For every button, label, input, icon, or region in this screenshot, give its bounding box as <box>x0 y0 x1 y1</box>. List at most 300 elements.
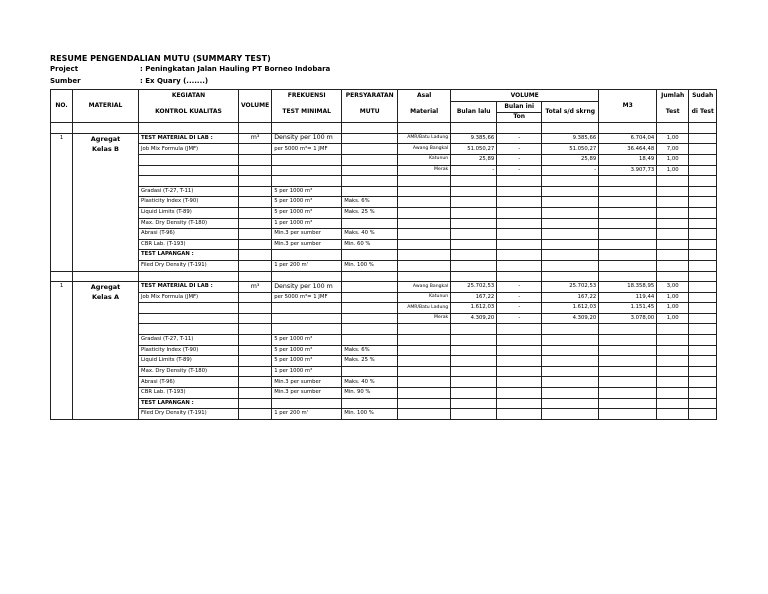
volume-m3: 18.358,95 <box>599 282 657 293</box>
table-row <box>51 366 717 377</box>
volume-this-month: - <box>497 303 542 314</box>
table-row <box>51 133 717 144</box>
empty-cell <box>398 250 451 261</box>
volume-m3: 6.704,04 <box>599 133 657 144</box>
empty-cell <box>542 398 599 409</box>
material-name <box>73 398 139 409</box>
header-material: MATERIAL <box>73 90 139 123</box>
empty-cell <box>239 324 272 335</box>
frequency-cell: Density per 100 m <box>272 282 342 293</box>
gap-row <box>51 123 717 134</box>
material-name <box>73 165 139 176</box>
empty-cell <box>497 176 542 187</box>
row-number <box>51 398 73 409</box>
empty-cell <box>451 186 497 197</box>
empty-cell <box>542 207 599 218</box>
empty-cell <box>599 377 657 388</box>
empty-cell <box>657 388 689 399</box>
row-number <box>51 229 73 240</box>
frequency-cell: Density per 100 m <box>272 133 342 144</box>
material-name <box>73 154 139 165</box>
header-asal-sub: Material <box>398 102 451 123</box>
empty-cell <box>657 123 689 134</box>
empty-cell <box>342 398 398 409</box>
empty-cell <box>451 398 497 409</box>
requirement-cell: Maks. 40 % <box>342 229 398 240</box>
empty-cell <box>451 207 497 218</box>
empty-cell <box>51 271 73 282</box>
volume-this-month: - <box>497 292 542 303</box>
source-value: : Ex Quary (.......) <box>140 77 209 85</box>
test-name: CBR Lab. (T-193) <box>139 388 239 399</box>
header-total: Total s/d skrng <box>542 102 599 123</box>
empty-cell <box>398 366 451 377</box>
source-name: Katunun <box>398 154 451 165</box>
requirement-cell: Min. 60 % <box>342 239 398 250</box>
header-volume: VOLUME <box>239 90 272 123</box>
requirement-cell: Min. 90 % <box>342 388 398 399</box>
empty-cell <box>599 218 657 229</box>
empty-cell <box>657 409 689 420</box>
empty-cell <box>398 218 451 229</box>
empty-cell <box>398 186 451 197</box>
test-name <box>139 303 239 314</box>
row-number <box>51 154 73 165</box>
empty-cell <box>139 271 239 282</box>
volume-total: 167,22 <box>542 292 599 303</box>
frequency-cell: per 5000 m³= 1 JMF <box>272 292 342 303</box>
empty-cell <box>398 335 451 346</box>
material-name <box>73 207 139 218</box>
empty-cell <box>542 388 599 399</box>
empty-cell <box>497 239 542 250</box>
empty-cell <box>497 207 542 218</box>
tested-cell <box>689 303 717 314</box>
table-row <box>51 324 717 335</box>
volume-m3: 119,44 <box>599 292 657 303</box>
requirement-cell <box>342 165 398 176</box>
empty-cell <box>599 271 657 282</box>
empty-cell <box>657 335 689 346</box>
document-title: RESUME PENGENDALIAN MUTU (SUMMARY TEST) <box>50 54 271 63</box>
volume-last-month: 9.385,66 <box>451 133 497 144</box>
test-count: 1,00 <box>657 303 689 314</box>
table-row <box>51 388 717 399</box>
empty-cell <box>689 398 717 409</box>
test-count: 3,00 <box>657 282 689 293</box>
empty-cell <box>542 239 599 250</box>
requirement-cell: Min. 100 % <box>342 260 398 271</box>
requirement-cell <box>342 303 398 314</box>
empty-cell <box>497 409 542 420</box>
empty-cell <box>497 271 542 282</box>
empty-cell <box>398 123 451 134</box>
material-name <box>73 218 139 229</box>
table-row <box>51 398 717 409</box>
material-name <box>73 335 139 346</box>
table-row <box>51 292 717 303</box>
header-bulan-ini: Bulan ini <box>497 102 542 113</box>
source-name: AMR/Batu Ladung <box>398 133 451 144</box>
empty-cell <box>497 250 542 261</box>
table-row <box>51 356 717 367</box>
field-test-label: TEST LAPANGAN : <box>139 250 239 261</box>
tested-cell <box>689 133 717 144</box>
empty-cell <box>398 207 451 218</box>
empty-cell <box>689 388 717 399</box>
table-row <box>51 313 717 324</box>
empty-cell <box>689 356 717 367</box>
header-kegiatan: KEGIATAN <box>139 90 239 102</box>
unit-cell <box>239 377 272 388</box>
volume-m3: 18,49 <box>599 154 657 165</box>
empty-cell <box>542 377 599 388</box>
empty-cell <box>689 176 717 187</box>
empty-cell <box>599 398 657 409</box>
empty-cell <box>599 176 657 187</box>
test-count: 7,00 <box>657 144 689 155</box>
empty-cell <box>398 197 451 208</box>
row-number <box>51 250 73 261</box>
empty-cell <box>542 176 599 187</box>
header-ton: Ton <box>497 112 542 123</box>
volume-total: 1.612,03 <box>542 303 599 314</box>
test-name: Max. Dry Density (T-180) <box>139 218 239 229</box>
test-count: 1,00 <box>657 292 689 303</box>
row-number <box>51 356 73 367</box>
unit-cell: m³ <box>239 133 272 144</box>
test-name: Job Mix Formula (JMF) <box>139 292 239 303</box>
frequency-cell <box>272 154 342 165</box>
volume-m3: 36.464,48 <box>599 144 657 155</box>
frequency-cell: 5 per 1000 m³ <box>272 335 342 346</box>
empty-cell <box>689 239 717 250</box>
source-name: Awang Bangkal <box>398 282 451 293</box>
frequency-cell: 1 per 200 m' <box>272 409 342 420</box>
empty-cell <box>497 186 542 197</box>
row-number <box>51 186 73 197</box>
empty-cell <box>689 409 717 420</box>
empty-cell <box>497 366 542 377</box>
empty-cell <box>342 271 398 282</box>
header-volume-group: VOLUME <box>451 90 599 102</box>
requirement-cell <box>342 144 398 155</box>
empty-cell <box>542 260 599 271</box>
material-name <box>73 186 139 197</box>
header-sudah: Sudah <box>689 90 717 102</box>
empty-cell <box>272 398 342 409</box>
source-label: Sumber <box>50 77 81 85</box>
empty-cell <box>542 218 599 229</box>
empty-cell <box>497 345 542 356</box>
material-name <box>73 366 139 377</box>
tested-cell <box>689 292 717 303</box>
tested-cell <box>689 165 717 176</box>
empty-cell <box>657 356 689 367</box>
source-name: AMR/Batu Ladung <box>398 303 451 314</box>
volume-this-month: - <box>497 154 542 165</box>
empty-cell <box>542 345 599 356</box>
unit-cell <box>239 218 272 229</box>
material-name <box>73 303 139 314</box>
empty-cell <box>599 366 657 377</box>
unit-cell <box>239 260 272 271</box>
empty-cell <box>542 356 599 367</box>
empty-cell <box>542 229 599 240</box>
table-row <box>51 345 717 356</box>
table-row <box>51 377 717 388</box>
empty-cell <box>689 218 717 229</box>
table-row <box>51 250 717 261</box>
unit-cell <box>239 366 272 377</box>
empty-cell <box>398 398 451 409</box>
empty-cell <box>398 324 451 335</box>
row-number: 1 <box>51 282 73 293</box>
header-no: NO. <box>51 90 73 123</box>
empty-cell <box>657 260 689 271</box>
empty-cell <box>689 271 717 282</box>
unit-cell <box>239 313 272 324</box>
frequency-cell: 5 per 1000 m³ <box>272 186 342 197</box>
test-name: Liquid Limits (T-89) <box>139 356 239 367</box>
empty-cell <box>451 377 497 388</box>
unit-cell <box>239 165 272 176</box>
empty-cell <box>239 271 272 282</box>
row-number <box>51 165 73 176</box>
frequency-cell: 5 per 1000 m³ <box>272 207 342 218</box>
volume-this-month: - <box>497 282 542 293</box>
unit-cell <box>239 388 272 399</box>
table-row <box>51 154 717 165</box>
volume-this-month: - <box>497 313 542 324</box>
material-name <box>73 176 139 187</box>
source-name: Katunun <box>398 292 451 303</box>
empty-cell <box>73 123 139 134</box>
frequency-cell <box>272 313 342 324</box>
empty-cell <box>689 335 717 346</box>
material-name <box>73 345 139 356</box>
volume-last-month: 25,89 <box>451 154 497 165</box>
header-asal: Asal <box>398 90 451 102</box>
unit-cell <box>239 345 272 356</box>
volume-last-month: 167,22 <box>451 292 497 303</box>
empty-cell <box>542 409 599 420</box>
empty-cell <box>398 176 451 187</box>
material-name <box>73 324 139 335</box>
empty-cell <box>657 250 689 261</box>
row-number <box>51 409 73 420</box>
empty-cell <box>689 324 717 335</box>
empty-cell <box>657 176 689 187</box>
test-count: 1,00 <box>657 154 689 165</box>
row-number <box>51 366 73 377</box>
header-jumlah-sub: Test <box>657 102 689 123</box>
unit-cell: m³ <box>239 282 272 293</box>
empty-cell <box>451 409 497 420</box>
table-row <box>51 229 717 240</box>
unit-cell <box>239 154 272 165</box>
empty-cell <box>272 176 342 187</box>
empty-cell <box>398 239 451 250</box>
requirement-cell <box>342 282 398 293</box>
requirement-cell <box>342 186 398 197</box>
empty-cell <box>497 229 542 240</box>
empty-cell <box>497 356 542 367</box>
empty-cell <box>451 123 497 134</box>
material-name <box>73 356 139 367</box>
empty-cell <box>342 123 398 134</box>
header-sudah-sub: di Test <box>689 102 717 123</box>
test-name: Max. Dry Density (T-180) <box>139 366 239 377</box>
empty-cell <box>542 324 599 335</box>
material-name <box>73 250 139 261</box>
empty-cell <box>497 197 542 208</box>
volume-total: 4.309,20 <box>542 313 599 324</box>
row-number <box>51 303 73 314</box>
material-name <box>73 377 139 388</box>
unit-cell <box>239 303 272 314</box>
test-name: Liquid Limits (T-89) <box>139 207 239 218</box>
empty-cell <box>239 123 272 134</box>
project-value: : Peningkatan Jalan Hauling PT Borneo Indobara <box>140 65 331 73</box>
empty-cell <box>272 123 342 134</box>
row-number <box>51 292 73 303</box>
header-persyaratan: PERSYARATAN <box>342 90 398 102</box>
empty-cell <box>398 377 451 388</box>
requirement-cell <box>342 218 398 229</box>
empty-cell <box>657 186 689 197</box>
table-body <box>51 90 717 420</box>
requirement-cell: Maks. 6% <box>342 197 398 208</box>
table-row <box>51 218 717 229</box>
requirement-cell: Maks. 6% <box>342 345 398 356</box>
volume-last-month: - <box>451 165 497 176</box>
empty-cell <box>689 377 717 388</box>
empty-cell <box>542 186 599 197</box>
table-row <box>51 282 717 293</box>
volume-this-month: - <box>497 144 542 155</box>
empty-cell <box>239 176 272 187</box>
empty-cell <box>599 335 657 346</box>
requirement-cell <box>342 313 398 324</box>
header-jumlah: Jumlah <box>657 90 689 102</box>
source-name: Awang Bangkal <box>398 144 451 155</box>
material-name <box>73 239 139 250</box>
requirement-cell: Maks. 40 % <box>342 377 398 388</box>
empty-cell <box>689 123 717 134</box>
test-name: Filed Dry Density (T-191) <box>139 260 239 271</box>
material-name <box>73 313 139 324</box>
test-count: 1,00 <box>657 313 689 324</box>
requirement-cell: Maks. 25 % <box>342 356 398 367</box>
project-label: Project <box>50 65 79 73</box>
tested-cell <box>689 282 717 293</box>
unit-cell <box>239 292 272 303</box>
requirement-cell <box>342 154 398 165</box>
empty-cell <box>451 229 497 240</box>
requirement-cell: Maks. 25 % <box>342 207 398 218</box>
frequency-cell <box>272 303 342 314</box>
test-name: Job Mix Formula (JMF) <box>139 144 239 155</box>
material-name: Kelas B <box>73 144 139 155</box>
volume-m3: 1.151,45 <box>599 303 657 314</box>
empty-cell <box>497 398 542 409</box>
test-name: Abrasi (T-96) <box>139 377 239 388</box>
frequency-cell: 1 per 1000 m³ <box>272 218 342 229</box>
test-name <box>139 154 239 165</box>
empty-cell <box>657 207 689 218</box>
empty-cell <box>398 260 451 271</box>
unit-cell <box>239 197 272 208</box>
test-count: 1,00 <box>657 165 689 176</box>
header-frekuensi: FREKUENSI <box>272 90 342 102</box>
empty-cell <box>272 250 342 261</box>
empty-cell <box>51 123 73 134</box>
empty-cell <box>657 271 689 282</box>
row-number: 1 <box>51 133 73 144</box>
frequency-cell: Min.3 per sumber <box>272 377 342 388</box>
empty-cell <box>451 335 497 346</box>
frequency-cell: 1 per 1000 m³ <box>272 366 342 377</box>
empty-cell <box>73 271 139 282</box>
empty-cell <box>657 218 689 229</box>
table-row <box>51 165 717 176</box>
empty-cell <box>497 260 542 271</box>
empty-cell <box>599 345 657 356</box>
lab-test-label: TEST MATERIAL DI LAB : <box>139 282 239 293</box>
empty-cell <box>398 229 451 240</box>
empty-cell <box>542 123 599 134</box>
row-number <box>51 313 73 324</box>
empty-cell <box>599 229 657 240</box>
volume-this-month: - <box>497 133 542 144</box>
frequency-cell: 1 per 200 m' <box>272 260 342 271</box>
empty-cell <box>451 271 497 282</box>
empty-cell <box>451 218 497 229</box>
row-number <box>51 345 73 356</box>
empty-cell <box>689 260 717 271</box>
empty-cell <box>139 324 239 335</box>
empty-cell <box>497 123 542 134</box>
unit-cell <box>239 144 272 155</box>
volume-total: 9.385,66 <box>542 133 599 144</box>
material-name <box>73 388 139 399</box>
row-number <box>51 260 73 271</box>
empty-cell <box>497 218 542 229</box>
material-name: Kelas A <box>73 292 139 303</box>
test-name: Abrasi (T-96) <box>139 229 239 240</box>
empty-cell <box>398 388 451 399</box>
header-frekuensi-sub: TEST MINIMAL <box>272 102 342 123</box>
empty-cell <box>689 186 717 197</box>
empty-cell <box>599 356 657 367</box>
volume-total: - <box>542 165 599 176</box>
unit-cell <box>239 186 272 197</box>
frequency-cell: per 5000 m³= 1 JMF <box>272 144 342 155</box>
empty-cell <box>689 345 717 356</box>
empty-cell <box>542 197 599 208</box>
table-row <box>51 197 717 208</box>
lab-test-label: TEST MATERIAL DI LAB : <box>139 133 239 144</box>
tested-cell <box>689 154 717 165</box>
row-number <box>51 176 73 187</box>
row-number <box>51 324 73 335</box>
volume-m3: 3.907,73 <box>599 165 657 176</box>
empty-cell <box>657 229 689 240</box>
source-name: Merak <box>398 165 451 176</box>
frequency-cell: 5 per 1000 m³ <box>272 197 342 208</box>
header-m3: M3 <box>599 90 657 123</box>
